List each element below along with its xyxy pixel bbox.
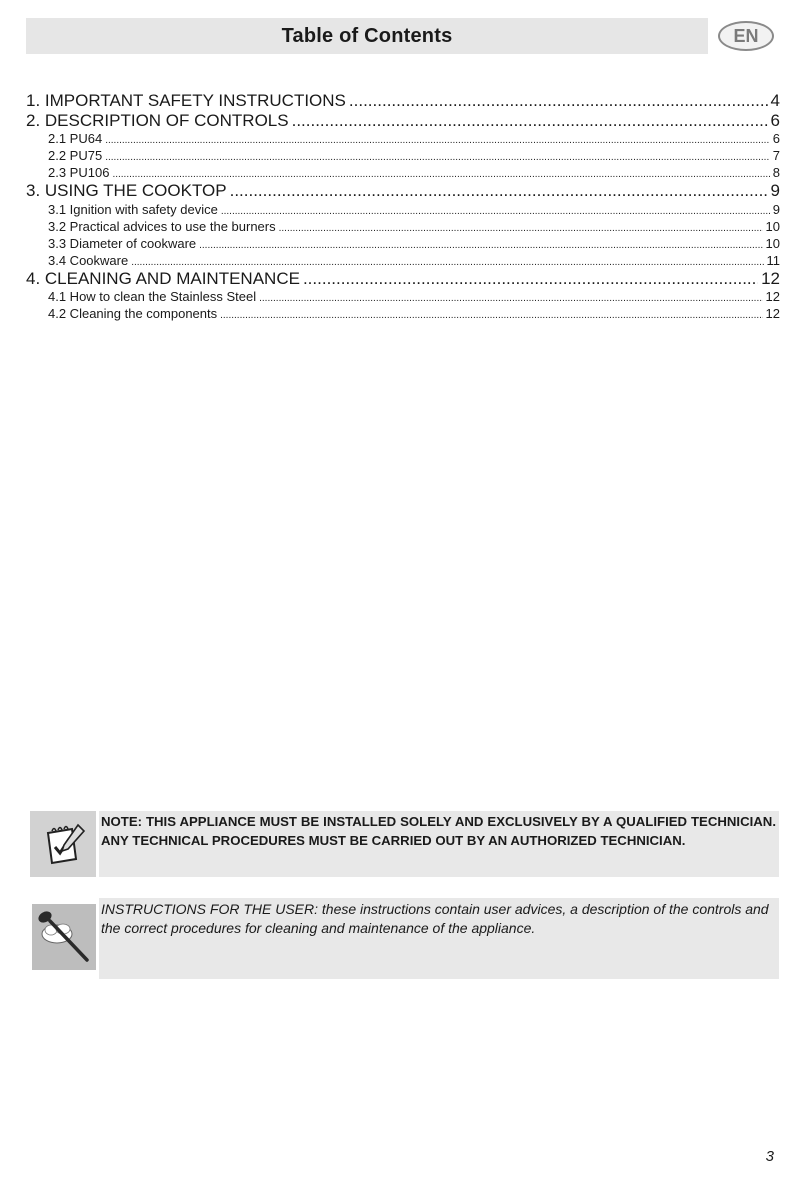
toc-label: 3.3 Diameter of cookware: [48, 235, 197, 251]
toc-label: 3. USING THE COOKTOP: [26, 181, 227, 200]
toc-label: 1. IMPORTANT SAFETY INSTRUCTIONS: [26, 91, 346, 110]
toc-label: 3.2 Practical advices to use the burners: [48, 218, 276, 234]
toc-leader: [259, 290, 762, 305]
toc-section: [26, 235, 780, 252]
installation-note: [99, 811, 779, 877]
toc-section: [26, 252, 780, 269]
title-bar: [26, 18, 708, 54]
table-of-contents: [26, 91, 780, 322]
toc-leader: [279, 220, 763, 235]
note-text: NOTE: THIS APPLIANCE MUST BE INSTALLED SOLELY AND EXCLUSIVELY BY A QUALIFIED TECHNICIAN. ANY TECHNICAL PROCEDURES MUST BE CARRIED OUT BY AN AUTHORIZED TECHNICIAN.: [101, 814, 776, 848]
toc-chapter: [26, 91, 780, 111]
toc-section: [26, 147, 780, 164]
notepad-pencil-icon: [30, 811, 96, 877]
toc-section: [26, 288, 780, 305]
toc-page-number: 11: [766, 252, 780, 268]
toc-label: 2. DESCRIPTION OF CONTROLS: [26, 110, 289, 130]
toc-leader: [105, 149, 770, 164]
toc-section: [26, 201, 780, 218]
user-instructions-note: [99, 898, 779, 979]
toc-section: [26, 130, 780, 147]
toc-leader: [292, 111, 768, 131]
toc-chapter: [26, 181, 780, 201]
toc-page-number: 10: [765, 218, 780, 234]
toc-leader: [131, 254, 763, 269]
toc-label: 2.2 PU75: [48, 148, 103, 163]
toc-label: 4. CLEANING AND MAINTENANCE: [26, 268, 300, 288]
toc-label: 2.1 PU64: [48, 131, 103, 146]
toc-page-number: 4: [770, 91, 780, 110]
toc-label: 4.2 Cleaning the components: [48, 306, 218, 321]
toc-leader: [105, 132, 770, 147]
toc-section: [26, 218, 780, 235]
page-title: Table of Contents: [281, 24, 453, 47]
toc-page-number: 8: [772, 165, 780, 180]
toc-label: 4.1 How to clean the Stainless Steel: [48, 289, 257, 304]
toc-page-number: 6: [772, 131, 780, 146]
toc-leader: [199, 237, 762, 252]
toc-leader: [349, 91, 768, 111]
toc-label: 2.3 PU106: [48, 165, 110, 180]
language-badge: EN: [718, 21, 774, 51]
page-number: 3: [765, 1148, 774, 1165]
toc-leader: [112, 166, 769, 181]
toc-chapter: [26, 269, 780, 289]
toc-leader: [230, 181, 768, 201]
spoon-chef-hat-icon: [32, 904, 96, 970]
toc-chapter: [26, 111, 780, 131]
toc-page-number: 10: [765, 235, 780, 251]
toc-leader: [303, 269, 758, 289]
toc-page-number: 6: [770, 110, 780, 130]
toc-page-number: 9: [770, 181, 780, 200]
toc-leader: [220, 307, 762, 322]
toc-page-number: 12: [765, 289, 780, 304]
toc-section: [26, 164, 780, 181]
toc-page-number: 12: [765, 306, 780, 321]
toc-page-number: 7: [772, 148, 780, 163]
user-instructions-text: INSTRUCTIONS FOR THE USER: these instructions contain user advices, a description of the controls and the correct procedures for cleaning and maintenance of the appliance.: [101, 901, 769, 936]
toc-leader: [221, 203, 770, 218]
toc-page-number: 9: [772, 201, 780, 217]
toc-page-number: 12: [761, 268, 780, 288]
toc-section: [26, 305, 780, 322]
toc-label: 3.4 Cookware: [48, 252, 129, 268]
toc-label: 3.1 Ignition with safety device: [48, 201, 218, 217]
